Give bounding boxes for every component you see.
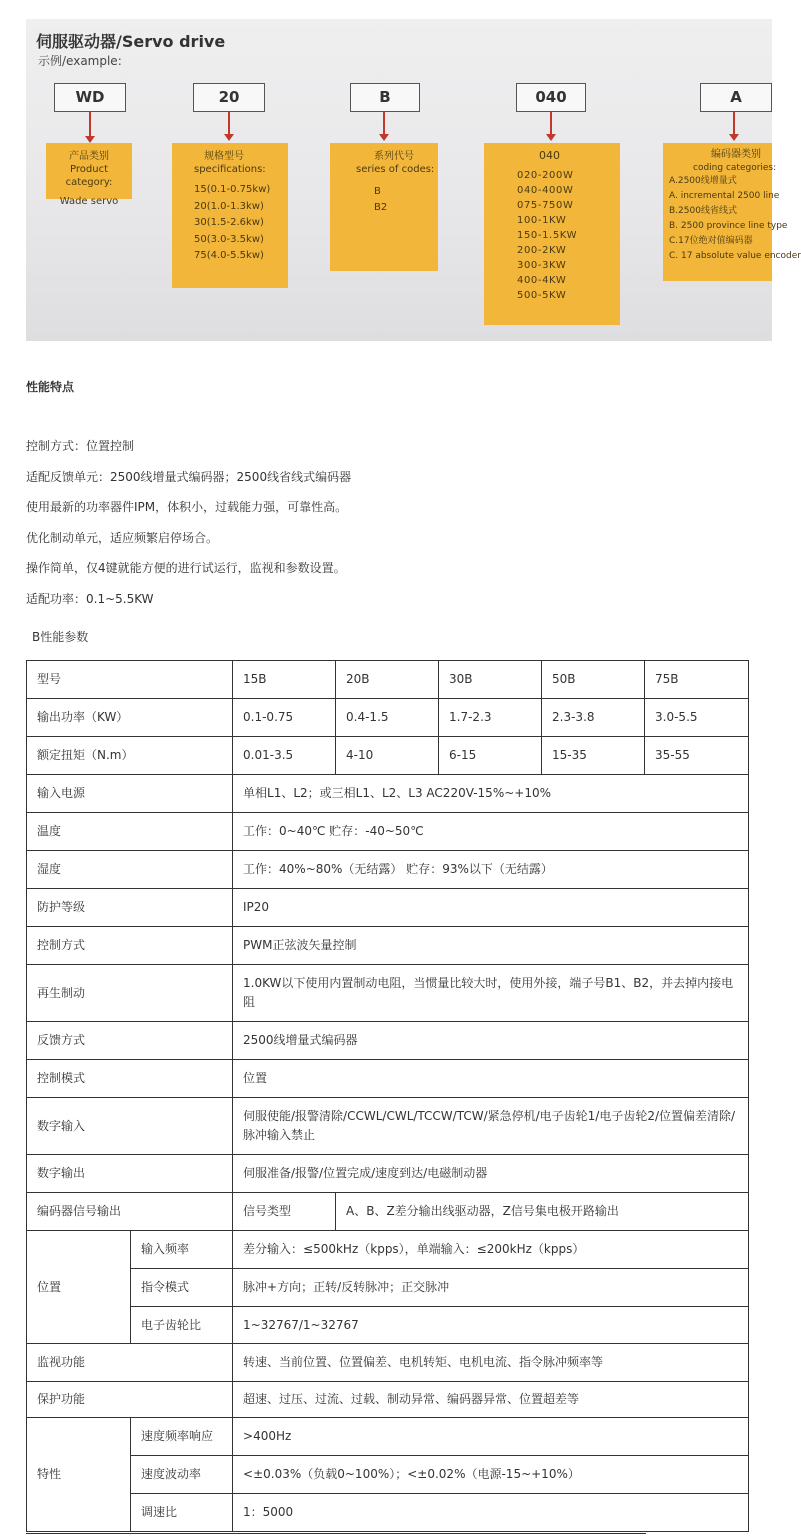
table-cell: 50B bbox=[542, 661, 645, 699]
arrow-icon bbox=[383, 112, 385, 135]
sub-label: 速度频率响应 bbox=[131, 1418, 233, 1456]
table-row bbox=[27, 813, 749, 851]
banner-subtitle: 示例/example: bbox=[38, 54, 122, 68]
box-line: 040 bbox=[539, 149, 560, 162]
table-cell: 3.0-5.5 bbox=[645, 699, 749, 737]
table-cell: 35-55 bbox=[645, 737, 749, 775]
table-row bbox=[27, 1193, 749, 1231]
box-line bbox=[374, 176, 438, 184]
row-label: 反馈方式 bbox=[27, 1022, 233, 1060]
table-cell: A、B、Z差分输出线驱动器，Z信号集电极开路输出 bbox=[336, 1193, 749, 1231]
table-cell: 0.4-1.5 bbox=[336, 699, 439, 737]
box-line: 200-2KW bbox=[517, 245, 567, 256]
table-row bbox=[27, 661, 749, 699]
feature-line: 适配功率：0.1~5.5KW bbox=[26, 591, 154, 606]
table-row bbox=[27, 889, 749, 927]
row-label: 再生制动 bbox=[27, 965, 233, 1022]
table-cell: 差分输入：≤500kHz（kpps），单端输入：≤200kHz（kpps） bbox=[233, 1231, 749, 1269]
series-codes-box bbox=[330, 143, 438, 271]
code-box-20: 20 bbox=[193, 83, 265, 112]
row-label: 数字输出 bbox=[27, 1155, 233, 1193]
sub-label: 速度波动率 bbox=[131, 1456, 233, 1494]
table-cell: 4-10 bbox=[336, 737, 439, 775]
table-cell: 工作：0~40℃ 贮存：-40~50℃ bbox=[233, 813, 749, 851]
table-cell: 伺服使能/报警清除/CCWL/CWL/TCCW/TCW/紧急停机/电子齿轮1/电子齿轮2/位置偏差清除/脉冲输入禁止 bbox=[233, 1098, 749, 1155]
sub-label: 指令模式 bbox=[131, 1269, 233, 1307]
features-heading: 性能特点 bbox=[26, 380, 75, 394]
row-label: 温度 bbox=[27, 813, 233, 851]
table-cell: 2.3-3.8 bbox=[542, 699, 645, 737]
code-box-040: 040 bbox=[516, 83, 586, 112]
box-line: A. incremental 2500 line bbox=[669, 191, 780, 201]
box-line: series of codes: bbox=[356, 164, 435, 175]
row-label: 监视功能 bbox=[27, 1344, 233, 1382]
table-row bbox=[27, 965, 749, 1022]
table-cell: <±0.03%（负载0~100%）；<±0.02%（电源-15~+10%） bbox=[233, 1456, 749, 1494]
table-cell: 15B bbox=[233, 661, 336, 699]
table-row bbox=[27, 851, 749, 889]
box-line: 编码器类别 bbox=[711, 149, 761, 160]
table-cell: >400Hz bbox=[233, 1418, 749, 1456]
row-label: 保护功能 bbox=[27, 1382, 233, 1418]
spec-table bbox=[26, 660, 749, 1532]
row-label-rated-torque: 额定扭矩（N.m） bbox=[27, 737, 233, 775]
box-line: specifications: bbox=[194, 164, 266, 175]
table-cell: 位置 bbox=[233, 1060, 749, 1098]
table-row bbox=[27, 1494, 749, 1532]
row-label: 控制方式 bbox=[27, 927, 233, 965]
table-row bbox=[27, 1418, 749, 1456]
table-row bbox=[27, 1344, 749, 1382]
table-cell: 伺服准备/报警/位置完成/速度到达/电磁制动器 bbox=[233, 1155, 749, 1193]
box-line: 15(0.1-0.75kw) bbox=[194, 184, 271, 195]
table-cell: 脉冲+方向；正转/反转脉冲；正交脉冲 bbox=[233, 1269, 749, 1307]
arrow-icon bbox=[228, 112, 230, 135]
row-label-position: 位置 bbox=[27, 1231, 131, 1344]
box-line: B. 2500 province line type bbox=[669, 221, 788, 231]
code-box-wd: WD bbox=[54, 83, 126, 112]
feature-line: 控制方式：位置控制 bbox=[26, 439, 135, 453]
table-cell: PWM正弦波矢量控制 bbox=[233, 927, 749, 965]
box-line: 020-200W bbox=[517, 170, 574, 181]
box-line: C.17位绝对值编码器 bbox=[669, 236, 753, 246]
table-row bbox=[27, 1456, 749, 1494]
table-cell: 单相L1、L2；或三相L1、L2、L3 AC220V-15%~+10% bbox=[233, 775, 749, 813]
row-label: 输入电源 bbox=[27, 775, 233, 813]
table-row bbox=[27, 1269, 749, 1307]
arrow-icon bbox=[733, 112, 735, 135]
box-line: 075-750W bbox=[517, 200, 574, 211]
table-cell: 15-35 bbox=[542, 737, 645, 775]
code-box-b: B bbox=[350, 83, 420, 112]
box-line: 产品类别 bbox=[69, 151, 109, 162]
table-row bbox=[27, 775, 749, 813]
features-list bbox=[26, 437, 746, 620]
box-line: 040-400W bbox=[517, 185, 574, 196]
row-label: 数字输入 bbox=[27, 1098, 233, 1155]
table-cell: 20B bbox=[336, 661, 439, 699]
box-line: 400-4KW bbox=[517, 275, 567, 286]
table-cell: 0.01-3.5 bbox=[233, 737, 336, 775]
table-cell: 1.7-2.3 bbox=[439, 699, 542, 737]
box-line: Wade servo bbox=[59, 196, 119, 207]
table-cell: 2500线增量式编码器 bbox=[233, 1022, 749, 1060]
table-row bbox=[27, 1307, 749, 1344]
table-row bbox=[27, 1060, 749, 1098]
sub-label: 调速比 bbox=[131, 1494, 233, 1532]
row-label: 控制模式 bbox=[27, 1060, 233, 1098]
box-line: B bbox=[374, 186, 381, 197]
arrow-icon bbox=[89, 112, 91, 137]
table-row bbox=[27, 699, 749, 737]
table-row bbox=[27, 737, 749, 775]
box-line: A.2500线增量式 bbox=[669, 176, 737, 186]
table-row bbox=[27, 1022, 749, 1060]
table-cell: 1~32767/1~32767 bbox=[233, 1307, 749, 1344]
sub-label: 输入频率 bbox=[131, 1231, 233, 1269]
row-label: 湿度 bbox=[27, 851, 233, 889]
encoder-category-box bbox=[663, 143, 801, 281]
box-line: B2 bbox=[374, 202, 388, 213]
params-heading: B性能参数 bbox=[32, 630, 89, 644]
divider bbox=[26, 1533, 646, 1534]
box-line: coding categories: bbox=[693, 162, 777, 173]
table-cell: 转速、当前位置、位置偏差、电机转矩、电机电流、指令脉冲频率等 bbox=[233, 1344, 749, 1382]
row-label: 防护等级 bbox=[27, 889, 233, 927]
arrow-icon bbox=[550, 112, 552, 135]
table-cell: 1.0KW以下使用内置制动电阻，当惯量比较大时，使用外接，端子号B1、B2，并去掉内接电阻 bbox=[233, 965, 749, 1022]
table-cell: 75B bbox=[645, 661, 749, 699]
table-row bbox=[27, 1155, 749, 1193]
row-label: 编码器信号输出 bbox=[27, 1193, 233, 1231]
feature-line: 使用最新的功率器件IPM，体积小，过载能力强，可靠性高。 bbox=[26, 500, 348, 514]
feature-line: 操作简单，仅4键就能方便的进行试运行，监视和参数设置。 bbox=[26, 561, 346, 575]
table-cell: 6-15 bbox=[439, 737, 542, 775]
box-line: C. 17 absolute value encoder bbox=[669, 251, 801, 261]
box-line: 500-5KW bbox=[517, 290, 567, 301]
table-row bbox=[27, 1382, 749, 1418]
table-cell: 工作：40%~80%（无结露） 贮存：93%以下（无结露） bbox=[233, 851, 749, 889]
box-line: 75(4.0-5.5kw) bbox=[194, 250, 264, 261]
box-line: 50(3.0-3.5kw) bbox=[194, 233, 264, 245]
table-cell: IP20 bbox=[233, 889, 749, 927]
sub-label: 电子齿轮比 bbox=[131, 1307, 233, 1344]
box-line: Product category: bbox=[65, 164, 113, 188]
feature-line: 适配反馈单元：2500线增量式编码器；2500线省线式编码器 bbox=[26, 469, 352, 484]
banner-title: 伺服驱动器/Servo drive bbox=[36, 32, 226, 51]
row-label-characteristics: 特性 bbox=[27, 1418, 131, 1532]
row-label-output-power: 输出功率（KW） bbox=[27, 699, 233, 737]
product-category-box bbox=[46, 143, 132, 207]
code-box-a: A bbox=[700, 83, 772, 112]
table-cell: 0.1-0.75 bbox=[233, 699, 336, 737]
table-cell: 超速、过压、过流、过载、制动异常、编码器异常、位置超差等 bbox=[233, 1382, 749, 1418]
table-row bbox=[27, 1231, 749, 1269]
specifications-box bbox=[172, 143, 288, 288]
sub-label: 信号类型 bbox=[233, 1193, 336, 1231]
box-line: 150-1.5KW bbox=[517, 230, 578, 241]
box-line: 30(1.5-2.6kw) bbox=[194, 217, 264, 228]
feature-line: 优化制动单元，适应频繁启停场合。 bbox=[26, 530, 219, 545]
table-cell: 30B bbox=[439, 661, 542, 699]
power-code-box bbox=[484, 143, 620, 325]
table-row bbox=[27, 927, 749, 965]
box-line: B.2500线省线式 bbox=[669, 206, 737, 216]
box-line: 规格型号 bbox=[204, 151, 244, 162]
product-code-banner bbox=[26, 19, 801, 341]
box-line: 100-1KW bbox=[517, 215, 567, 226]
table-row bbox=[27, 1098, 749, 1155]
table-cell: 1：5000 bbox=[233, 1494, 749, 1532]
box-line: 20(1.0-1.3kw) bbox=[194, 200, 264, 212]
box-line: 300-3KW bbox=[517, 260, 567, 271]
row-label-model: 型号 bbox=[27, 661, 233, 699]
box-line: 系列代号 bbox=[374, 151, 414, 162]
